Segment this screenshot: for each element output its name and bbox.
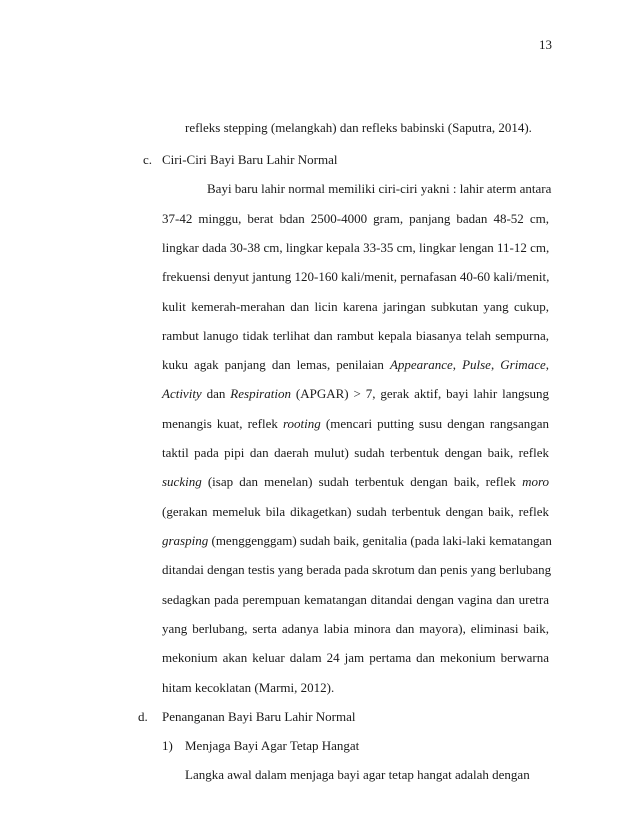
text-segment: (APGAR) > 7, gerak aktif, bayi lahir langsung — [295, 386, 550, 401]
section-c-marker: c. — [143, 152, 153, 167]
term-sucking: sucking — [162, 474, 202, 489]
subsection-marker: 1) — [162, 738, 173, 753]
term-pulse: Pulse — [462, 357, 491, 372]
text-segment: (isap dan menelan) sudah terbentuk dengan baik, reflek — [207, 474, 516, 489]
paragraph-line-respiration — [162, 386, 549, 402]
term-activity: Activity — [162, 386, 202, 401]
term-grasping: grasping — [162, 533, 209, 548]
subsection-line: Langka awal dalam menjaga bayi agar tetap hangat adalah dengan — [185, 767, 530, 782]
paragraph-line: 37-42 minggu, berat bdan 2500-4000 gram, panjang badan 48-52 cm, — [162, 211, 549, 226]
text-segment: menangis kuat, reflek — [162, 416, 278, 431]
term-respiration: Respiration — [230, 386, 291, 401]
section-d-heading: Penanganan Bayi Baru Lahir Normal — [162, 709, 356, 724]
paragraph-line: mekonium akan keluar dalam 24 jam pertama dan mekonium berwarna — [162, 650, 549, 665]
text-segment: (menggenggam) sudah baik, genitalia (pada laki-laki kematangan — [211, 533, 552, 548]
intro-line: refleks stepping (melangkah) dan refleks babinski (Saputra, 2014). — [185, 120, 532, 135]
text-segment: kuku agak panjang dan lemas, penilaian — [162, 357, 384, 372]
paragraph-line: rambut lanugo tidak terlihat dan rambut kepala biasanya telah sempurna, — [162, 328, 549, 343]
term-appearance: Appearance — [389, 357, 453, 372]
page-number: 13 — [539, 37, 552, 52]
term-grimace: Grimace — [500, 357, 546, 372]
paragraph-line: sedagkan pada perempuan kematangan ditandai dengan vagina dan uretra — [162, 592, 549, 607]
text-segment: dan — [206, 386, 226, 401]
paragraph-line: frekuensi denyut jantung 120-160 kali/menit, pernafasan 40-60 kali/menit, — [162, 269, 550, 284]
paragraph-line: lingkar dada 30-38 cm, lingkar kepala 33-35 cm, lingkar lengan 11-12 cm, — [162, 240, 550, 255]
comma: , — [545, 357, 549, 372]
section-d-marker: d. — [138, 709, 148, 724]
comma: , — [490, 357, 495, 372]
paragraph-line-grasping — [162, 533, 552, 549]
paragraph-line-sucking — [162, 474, 549, 490]
paragraph-line: taktil pada pipi dan daerah mulut) sudah terbentuk dengan baik, reflek — [162, 445, 549, 460]
paragraph-line: hitam kecoklatan (Marmi, 2012). — [162, 680, 335, 695]
term-moro: moro — [522, 474, 550, 489]
text-segment: (mencari putting susu dengan rangsangan — [325, 416, 550, 431]
paragraph-line: (gerakan memeluk bila dikagetkan) sudah terbentuk dengan baik, reflek — [162, 504, 549, 519]
section-c-heading: Ciri-Ciri Bayi Baru Lahir Normal — [162, 152, 338, 167]
paragraph-line-rooting — [162, 416, 549, 432]
term-rooting: rooting — [282, 416, 321, 431]
paragraph-line: kulit kemerah-merahan dan licin karena jaringan subkutan yang cukup, — [162, 299, 549, 314]
comma: , — [452, 357, 457, 372]
paragraph-line-apgar — [162, 357, 549, 373]
paragraph-line: yang berlubang, serta adanya labia minora dan mayora), eliminasi baik, — [162, 621, 549, 636]
paragraph-line: Bayi baru lahir normal memiliki ciri-ciri yakni : lahir aterm antara — [207, 181, 552, 196]
paragraph-line: ditandai dengan testis yang berada pada skrotum dan penis yang berlubang — [162, 562, 552, 577]
subsection-heading: Menjaga Bayi Agar Tetap Hangat — [185, 738, 360, 753]
